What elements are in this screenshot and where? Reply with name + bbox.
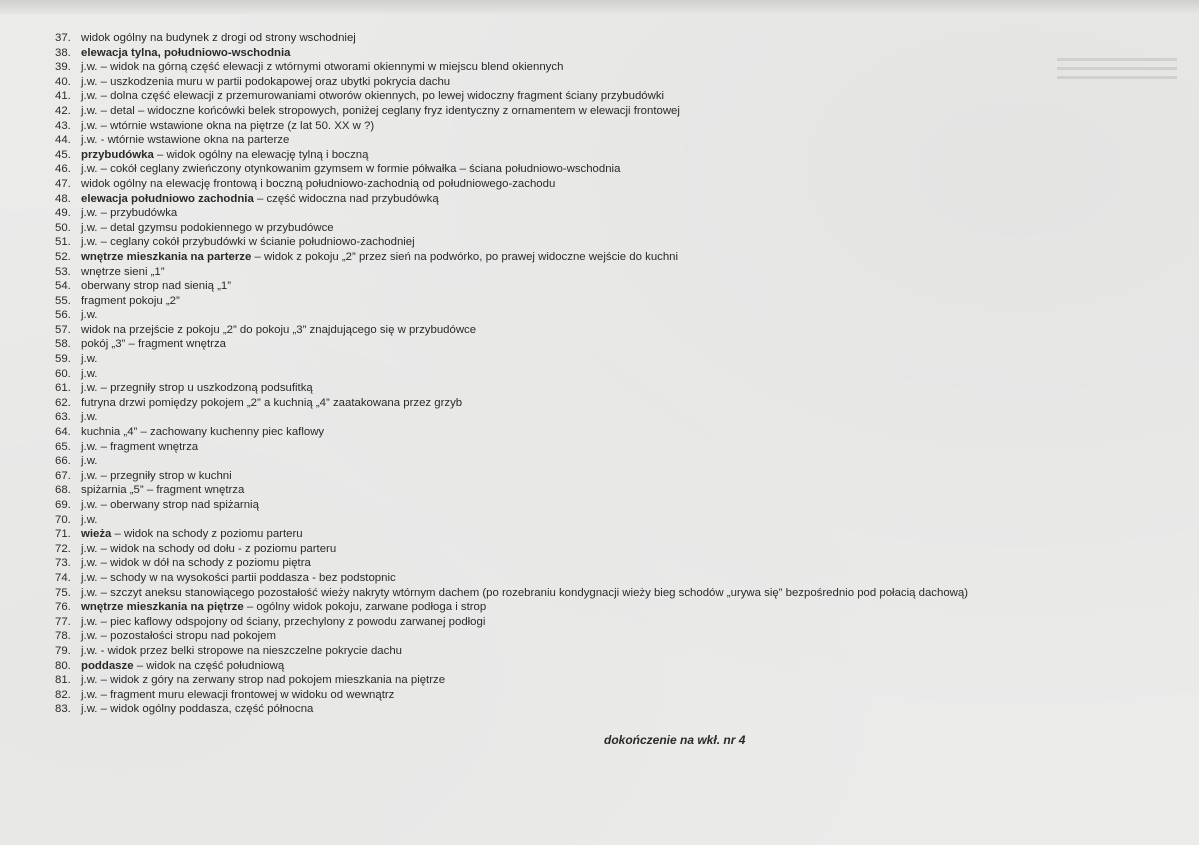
item-heading: wnętrze mieszkania na parterze xyxy=(81,250,252,263)
item-description: j.w. – detal – widoczne końcówki belek stropowych, poniżej ceglany fryz identyczny z ornamentem w elewacji frontowej xyxy=(81,104,680,117)
item-description: j.w. – widok w dół na schody z poziomu piętra xyxy=(81,557,311,570)
item-description: – widok na schody z poziomu parteru xyxy=(111,528,303,541)
item-description: j.w. xyxy=(81,367,98,380)
item-description: pokój „3” – fragment wnętrza xyxy=(81,338,226,351)
item-number: 59. xyxy=(55,353,71,366)
item-number: 60. xyxy=(55,367,71,380)
item-description: j.w. – widok ogólny poddasza, część północna xyxy=(81,703,314,716)
item-description: j.w. – pozostałości stropu nad pokojem xyxy=(81,630,277,643)
list-item xyxy=(55,513,968,528)
list-item xyxy=(55,162,968,177)
item-number: 74. xyxy=(55,571,71,584)
item-description: wnętrze sieni „1” xyxy=(81,265,165,278)
list-item xyxy=(55,323,968,338)
list-item xyxy=(55,396,968,411)
item-number: 41. xyxy=(55,90,71,103)
item-number: 37. xyxy=(55,32,71,44)
continuation-note: dokończenie na wkł. nr 4 xyxy=(604,733,746,747)
list-item xyxy=(55,46,968,61)
list-item xyxy=(55,615,968,630)
item-description: j.w. – fragment muru elewacji frontowej w widoku od wewnątrz xyxy=(81,688,395,701)
list-item xyxy=(55,192,968,207)
item-description: fragment pokoju „2” xyxy=(81,294,180,307)
item-description: j.w. – przegniły strop u uszkodzoną podsufitką xyxy=(81,382,313,395)
list-item xyxy=(55,425,968,440)
item-number: 79. xyxy=(55,644,71,657)
list-item xyxy=(55,702,968,717)
list-item xyxy=(55,119,968,134)
item-description: j.w. - widok przez belki stropowe na nieszczelne pokrycie dachu xyxy=(81,644,402,657)
item-number: 82. xyxy=(55,688,71,701)
list-item xyxy=(55,308,968,323)
item-number: 61. xyxy=(55,382,71,395)
item-number: 68. xyxy=(55,484,71,497)
item-number: 46. xyxy=(55,163,71,176)
list-item xyxy=(55,483,968,498)
item-number: 44. xyxy=(55,134,71,147)
item-number: 43. xyxy=(55,119,71,132)
item-number: 38. xyxy=(55,46,71,59)
scan-top-edge xyxy=(0,0,1199,14)
item-number: 77. xyxy=(55,615,71,628)
list-item xyxy=(55,294,968,309)
item-number: 63. xyxy=(55,411,71,424)
item-description: j.w. xyxy=(81,411,98,424)
item-number: 66. xyxy=(55,455,71,468)
item-description: j.w. xyxy=(81,353,98,366)
item-number: 39. xyxy=(55,61,71,74)
item-description: j.w. – widok z góry na zerwany strop nad pokojem mieszkania na piętrze xyxy=(81,674,446,687)
item-description: j.w. – szczyt aneksu stanowiącego pozostałość wieży nakryty wtórnym dachem (po rozebraniu kondygnacji wieży bieg schodów „urywa się” bezpośrednio pod połacią dachową) xyxy=(81,586,969,599)
item-number: 81. xyxy=(55,674,71,687)
item-number: 64. xyxy=(55,426,71,439)
list-item xyxy=(55,279,968,294)
list-item xyxy=(55,265,968,280)
item-description: – część widoczna nad przybudówką xyxy=(253,192,439,205)
list-item xyxy=(55,600,968,615)
list-item xyxy=(55,31,968,46)
item-description: spiżarnia „5” – fragment wnętrza xyxy=(81,484,245,497)
item-description: j.w. – ceglany cokół przybudówki w ścianie południowo-zachodniej xyxy=(81,236,415,249)
item-description: j.w. – uszkodzenia muru w partii podokapowej oraz ubytki pokrycia dachu xyxy=(81,75,451,88)
item-description: j.w. – przybudówka xyxy=(81,207,178,220)
item-number: 65. xyxy=(55,440,71,453)
item-number: 83. xyxy=(55,703,71,716)
item-description: j.w. – oberwany strop nad spiżarnią xyxy=(81,499,259,511)
item-description: widok na przejście z pokoju „2” do pokoju „3” znajdującego się w przybudówce xyxy=(81,323,477,336)
item-description: j.w. – schody w na wysokości partii poddasza - bez podstopnic xyxy=(81,571,396,584)
item-number: 55. xyxy=(55,294,71,307)
list-item xyxy=(55,352,968,367)
photo-list xyxy=(55,31,968,717)
item-number: 80. xyxy=(55,659,71,672)
item-number: 49. xyxy=(55,207,71,220)
list-item xyxy=(55,250,968,265)
item-number: 67. xyxy=(55,469,71,482)
item-number: 42. xyxy=(55,104,71,117)
item-number: 40. xyxy=(55,75,71,88)
list-item xyxy=(55,221,968,236)
item-number: 78. xyxy=(55,630,71,643)
list-item xyxy=(55,659,968,674)
list-item xyxy=(55,206,968,221)
list-item xyxy=(55,469,968,484)
item-description: – widok ogólny na elewację tylną i boczną xyxy=(153,148,369,161)
item-description: j.w. – przegniły strop w kuchni xyxy=(81,469,232,482)
item-number: 73. xyxy=(55,557,71,570)
list-item xyxy=(55,673,968,688)
item-description: j.w. – fragment wnętrza xyxy=(81,440,199,453)
list-item xyxy=(55,89,968,104)
item-description: oberwany strop nad sienią „1” xyxy=(81,280,232,293)
item-heading: przybudówka xyxy=(81,148,154,161)
item-number: 75. xyxy=(55,586,71,599)
item-heading: elewacja tylna, południowo-wschodnia xyxy=(81,46,291,59)
item-description: futryna drzwi pomiędzy pokojem „2” a kuchnią „4” zaatakowana przez grzyb xyxy=(81,396,463,409)
item-number: 57. xyxy=(55,323,71,336)
list-item xyxy=(55,235,968,250)
item-number: 54. xyxy=(55,280,71,293)
item-heading: elewacja południowo zachodnia xyxy=(81,192,254,205)
item-description: j.w. – wtórnie wstawione okna na piętrze (z lat 50. XX w ?) xyxy=(81,119,375,132)
item-number: 51. xyxy=(55,236,71,249)
item-number: 52. xyxy=(55,250,71,263)
item-heading: poddasze xyxy=(81,659,134,672)
item-description: – widok na część południową xyxy=(133,659,285,672)
list-item xyxy=(55,498,968,513)
list-item xyxy=(55,527,968,542)
list-item xyxy=(55,556,968,571)
item-description: widok ogólny na elewację frontową i boczną południowo-zachodnią od południowego-zachodu xyxy=(81,177,556,190)
bleed-through-text xyxy=(1057,52,1177,92)
item-description: j.w. – widok na górną część elewacji z wtórnymi otworami okiennymi w miejscu blend okiennych xyxy=(81,61,564,74)
item-number: 48. xyxy=(55,192,71,205)
list-item xyxy=(55,381,968,396)
item-number: 58. xyxy=(55,338,71,351)
item-description: j.w. – dolna część elewacji z przemurowaniami otworów okiennych, po lewej widoczny fragment ściany przybudówki xyxy=(81,90,665,103)
item-number: 69. xyxy=(55,499,71,511)
item-number: 56. xyxy=(55,309,71,322)
item-description: j.w. – piec kaflowy odspojony od ściany, przechylony z powodu zarwanej podłogi xyxy=(81,615,486,628)
item-number: 53. xyxy=(55,265,71,278)
item-description: kuchnia „4” – zachowany kuchenny piec kaflowy xyxy=(81,426,325,439)
list-item xyxy=(55,148,968,163)
item-description: – widok z pokoju „2” przez sień na podwórko, po prawej widoczne wejście do kuchni xyxy=(251,250,679,263)
item-number: 72. xyxy=(55,542,71,555)
item-heading: wnętrze mieszkania na piętrze xyxy=(81,601,244,614)
list-item xyxy=(55,60,968,75)
list-item xyxy=(55,629,968,644)
item-description: j.w. - wtórnie wstawione okna na parterze xyxy=(81,134,290,147)
list-item xyxy=(55,75,968,90)
list-item xyxy=(55,571,968,586)
item-description: j.w. – cokół ceglany zwieńczony otynkowanim gzymsem w formie półwałka – ściana południowo-wschodnia xyxy=(81,163,621,176)
item-description: j.w. xyxy=(81,309,98,322)
list-item xyxy=(55,410,968,425)
item-description: j.w. xyxy=(81,513,98,526)
list-item xyxy=(55,177,968,192)
list-item xyxy=(55,440,968,455)
item-number: 71. xyxy=(55,528,71,541)
list-item xyxy=(55,133,968,148)
list-item xyxy=(55,542,968,557)
item-number: 76. xyxy=(55,601,71,614)
item-number: 62. xyxy=(55,396,71,409)
item-number: 70. xyxy=(55,513,71,526)
item-description: j.w. xyxy=(81,455,98,468)
list-item xyxy=(55,644,968,659)
item-number: 45. xyxy=(55,148,71,161)
item-description: widok ogólny na budynek z drogi od strony wschodniej xyxy=(81,32,356,44)
item-description: – ogólny widok pokoju, zarwane podłoga i strop xyxy=(243,601,487,614)
item-heading: wieża xyxy=(81,528,112,541)
list-item xyxy=(55,586,968,601)
item-description: j.w. – widok na schody od dołu - z poziomu parteru xyxy=(81,542,337,555)
list-item xyxy=(55,337,968,352)
list-item xyxy=(55,104,968,119)
list-item xyxy=(55,454,968,469)
list-item xyxy=(55,367,968,382)
item-description: j.w. – detal gzymsu podokiennego w przybudówce xyxy=(81,221,334,234)
item-number: 47. xyxy=(55,177,71,190)
item-number: 50. xyxy=(55,221,71,234)
list-item xyxy=(55,688,968,703)
